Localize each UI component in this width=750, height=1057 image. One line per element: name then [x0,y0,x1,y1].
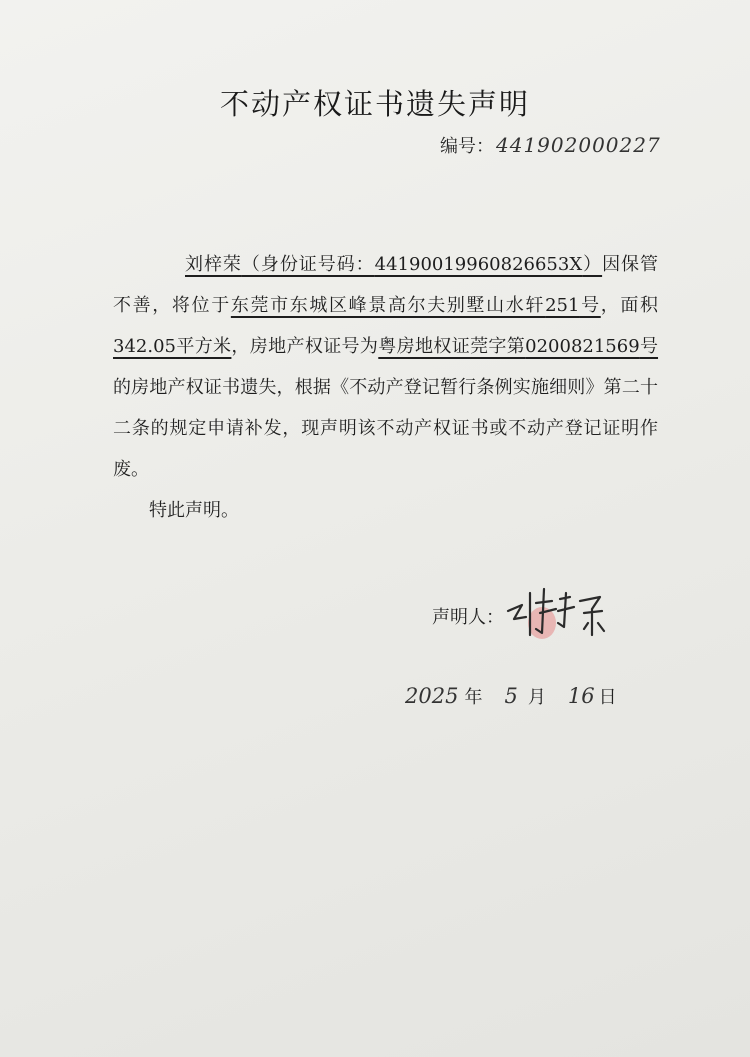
certificate-prefix: 粤房地权证莞字第 [378,336,526,357]
owner-name: 刘梓荣 [185,254,242,275]
statement-paragraph [113,244,658,490]
statement-body [113,244,658,531]
date-month: 5 [504,684,518,708]
date-month-unit: 月 [527,687,546,708]
property-area: 342.05 [113,336,176,357]
property-location-number: 251 [545,295,580,316]
date-day: 16 [567,684,595,708]
declarant-label: 声明人： [432,607,504,628]
property-location: 东莞市东城区峰景高尔夫别墅山水轩 [230,295,546,316]
text-segment-1: 因保管不善，将位于 [113,254,659,316]
date-day-unit: 日 [598,687,617,708]
property-area-unit: 平方米 [175,336,232,357]
text-segment-2: ，面积 [600,295,659,316]
document-number [440,132,661,158]
date-year-unit: 年 [464,687,483,708]
id-number: 44190019960826653X [374,254,583,275]
property-location-suffix: 号 [579,295,601,316]
document-title: 不动产权证书遗失声明 [219,87,530,121]
text-segment-3: ，房地产权证号为 [231,336,379,357]
handwritten-number: 441902000227 [496,133,661,157]
certificate-number: 0200821569 [525,336,640,357]
closing-paragraph: 特此声明。 [149,500,239,521]
certificate-suffix: 号 [639,336,659,357]
number-label: 编号： [440,136,494,157]
date-line [405,683,617,709]
handwritten-signature [500,583,610,643]
text-segment-4: 的房地产权证书遗失，根据《不动产登记暂行条例实施细则》第二十二条的规定申请补发，现声明该不动产权证书或不动产登记证明作废。 [113,377,658,480]
id-close: ） [582,254,603,275]
id-open: （身份证号码： [241,254,375,275]
signature-strokes [508,589,604,635]
date-year: 2025 [405,684,459,708]
